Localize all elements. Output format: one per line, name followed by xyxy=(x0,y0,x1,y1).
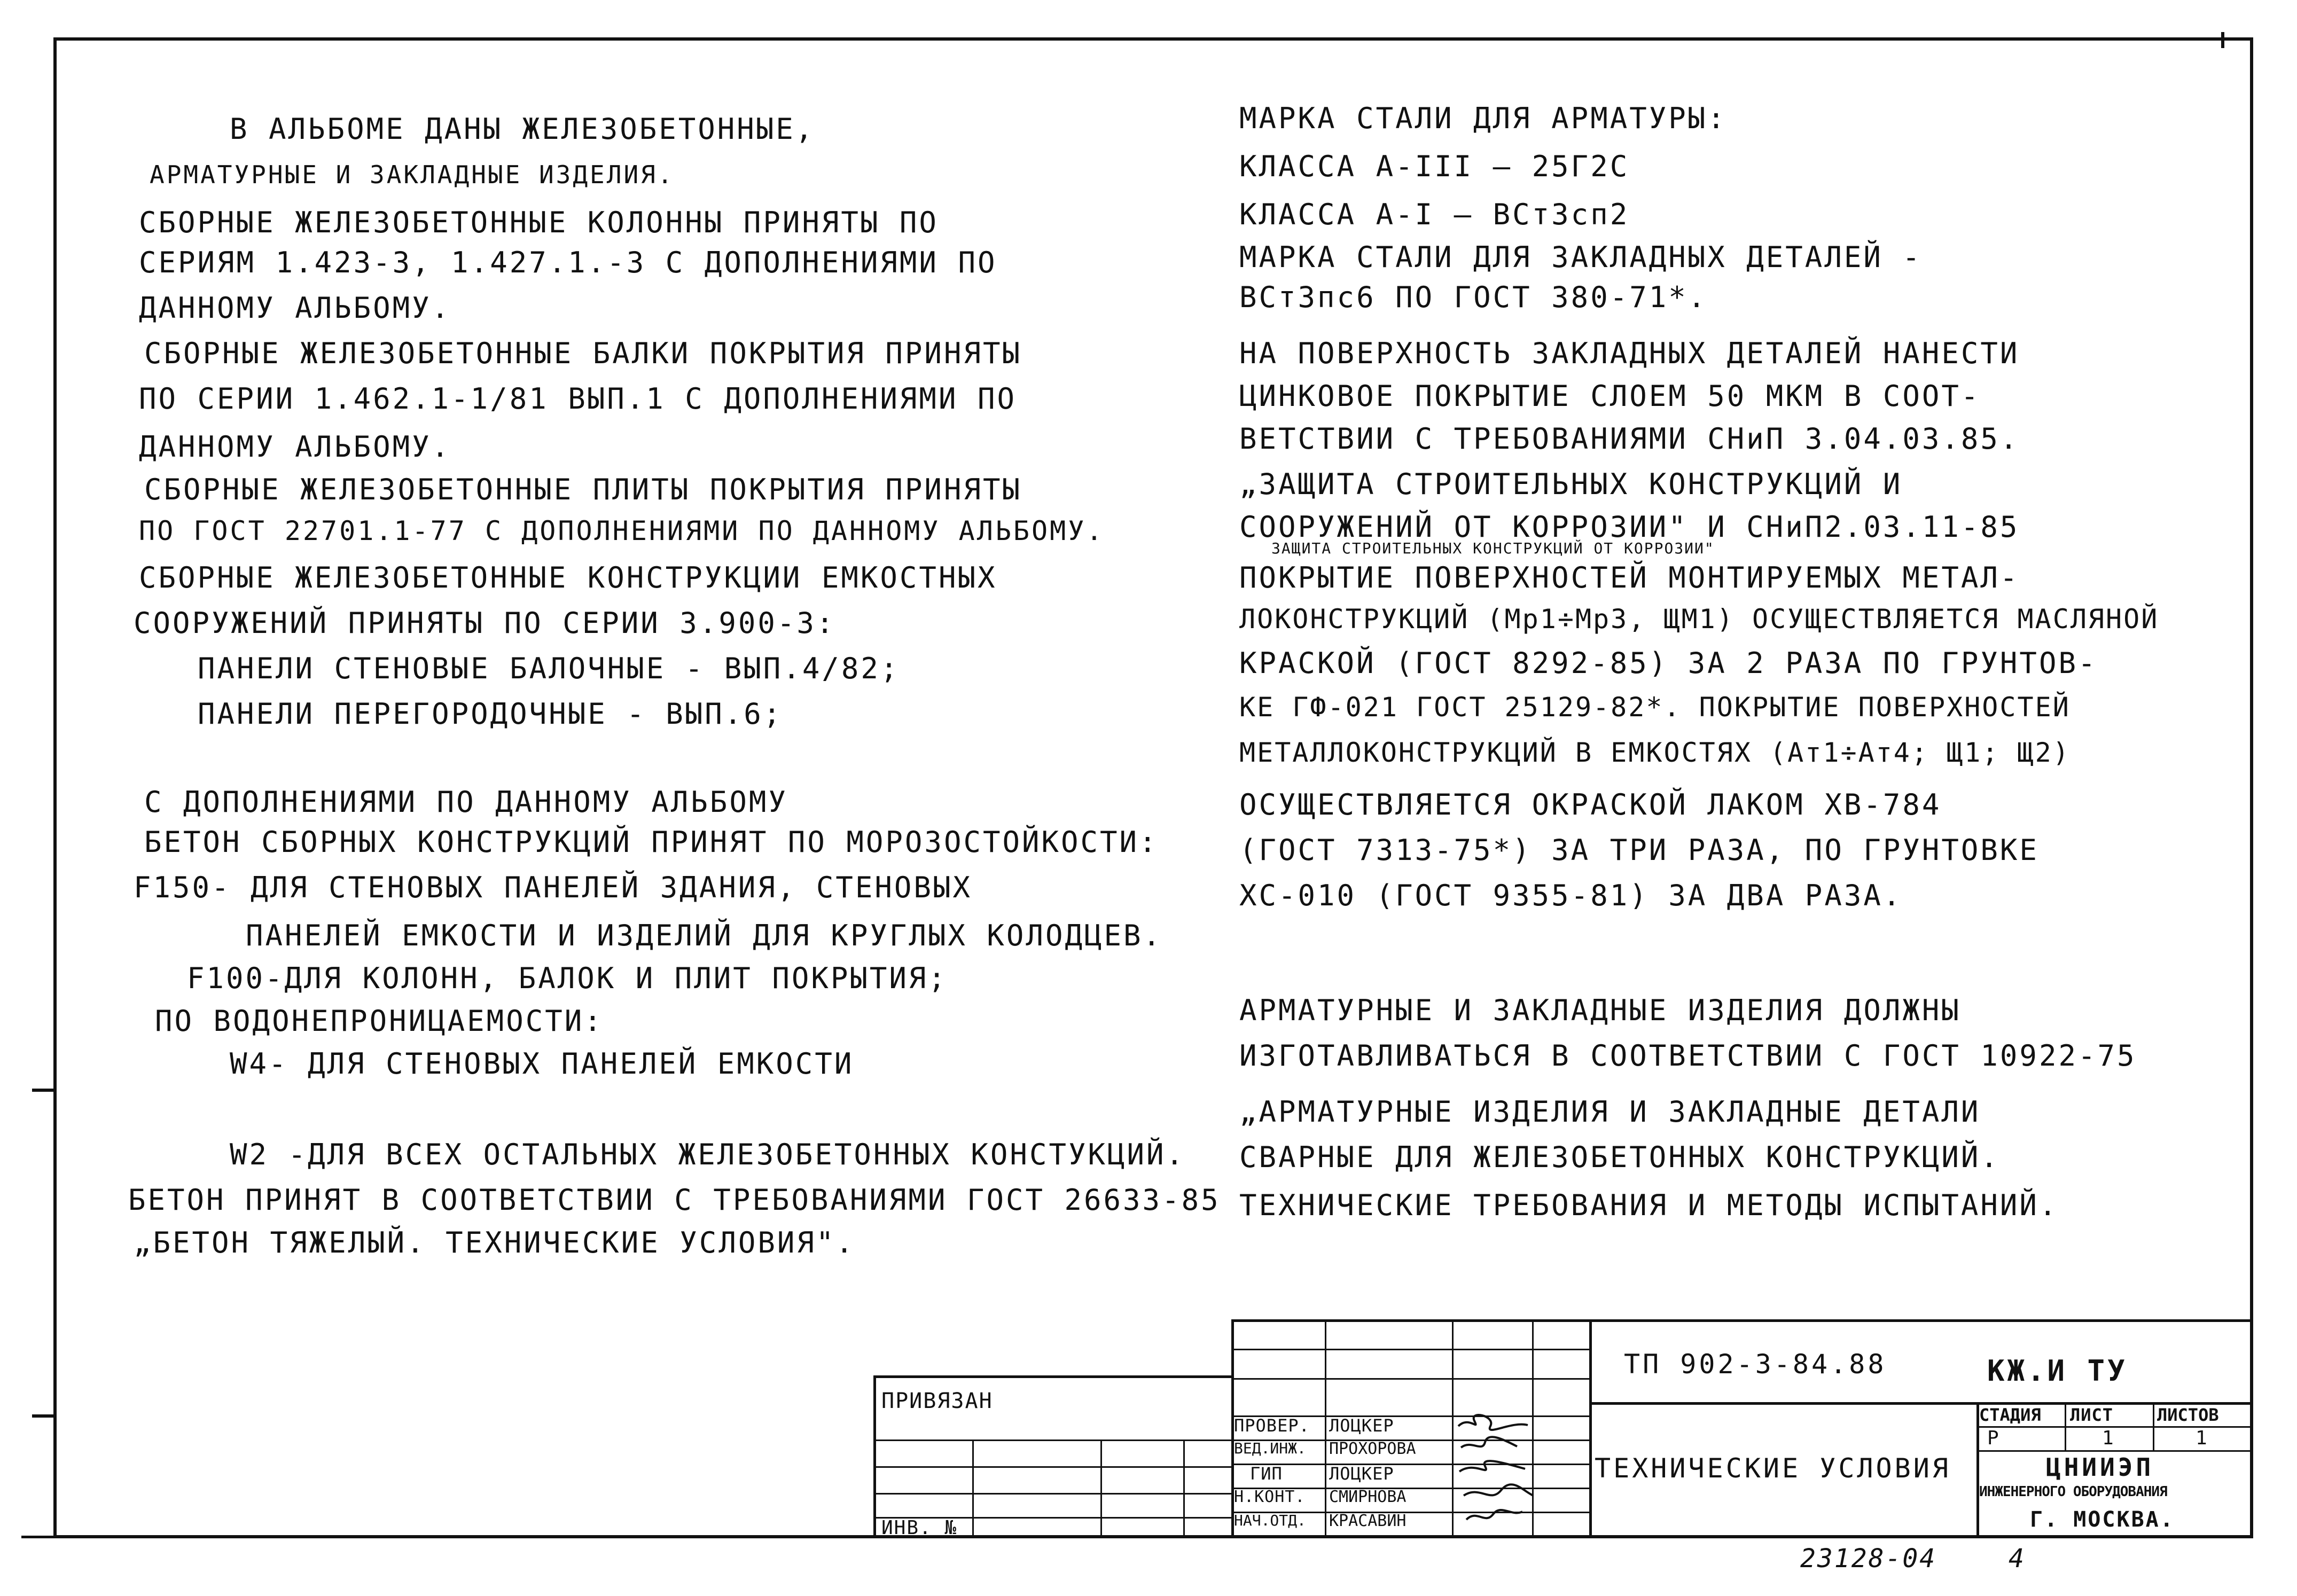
role-head-dept: НАЧ.ОТД. xyxy=(1234,1512,1306,1529)
stage-value: Р xyxy=(1987,1427,2000,1449)
note-line: ПО ГОСТ 22701.1-77 С ДОПОЛНЕНИЯМИ ПО ДАННОМУ АЛЬБОМУ. xyxy=(139,515,1105,546)
document-code: ТП 902-3-84.88 xyxy=(1624,1349,1887,1380)
tb-border-top-left xyxy=(873,1375,1231,1378)
tb-grid xyxy=(873,1466,1231,1468)
archive-number: 23128-04 xyxy=(1800,1544,1937,1574)
role-chief-engineer: ГИП xyxy=(1250,1464,1283,1484)
bottom-margin-line xyxy=(21,1536,876,1538)
sheet-value: 1 xyxy=(2102,1427,2115,1449)
note-line: „БЕТОН ТЯЖЕЛЫЙ. ТЕХНИЧЕСКИЕ УСЛОВИЯ". xyxy=(134,1226,855,1259)
document-title: ТЕХНИЧЕСКИЕ УСЛОВИЯ xyxy=(1595,1453,1951,1484)
signer-name: ЛОЦКЕР xyxy=(1329,1415,1394,1436)
note-line: ПО ВОДОНЕПРОНИЦАЕМОСТИ: xyxy=(155,1004,604,1038)
note-line: СООРУЖЕНИЙ ОТ КОРРОЗИИ" И СНиП2.03.11-85 xyxy=(1239,510,2020,544)
privyazan-label: ПРИВЯЗАН xyxy=(881,1389,993,1413)
tb-border-left xyxy=(873,1375,876,1538)
note-line: ПО СЕРИИ 1.462.1-1/81 ВЫП.1 С ДОПОЛНЕНИЯМИ ПО xyxy=(139,382,1017,416)
frame-mark xyxy=(2221,32,2224,48)
tb-grid xyxy=(2153,1402,2154,1450)
handwritten-signatures xyxy=(1453,1410,1538,1538)
note-line: W2 -ДЛЯ ВСЕХ ОСТАЛЬНЫХ ЖЕЛЕЗОБЕТОННЫХ КОНСТУКЦИЙ. xyxy=(230,1138,1186,1171)
role-lead-engineer: ВЕД.ИНЖ. xyxy=(1234,1439,1306,1457)
role-norm-control: Н.КОНТ. xyxy=(1234,1488,1306,1506)
note-line: СБОРНЫЕ ЖЕЛЕЗОБЕТОННЫЕ ПЛИТЫ ПОКРЫТИЯ ПРИНЯТЫ xyxy=(144,473,1022,506)
note-line: ЦИНКОВОЕ ПОКРЫТИЕ СЛОЕМ 50 МКМ В СООТ- xyxy=(1239,379,1981,413)
tb-grid xyxy=(873,1493,1231,1495)
note-line: МАРКА СТАЛИ ДЛЯ АРМАТУРЫ: xyxy=(1239,101,1727,135)
page-number: 4 xyxy=(2009,1544,2025,1574)
note-line: ИЗГОТАВЛИВАТЬСЯ В СООТВЕТСТВИИ С ГОСТ 10922-75 xyxy=(1239,1039,2137,1073)
note-line: ЛОКОНСТРУКЦИЙ (Мр1÷Мр3, ЩМ1) ОСУЩЕСТВЛЯЕТСЯ МАСЛЯНОЙ xyxy=(1239,604,2159,635)
tb-grid xyxy=(1976,1450,2253,1452)
document-mark: КЖ.И ТУ xyxy=(1987,1354,2128,1388)
note-line: ОСУЩЕСТВЛЯЕТСЯ ОКРАСКОЙ ЛАКОМ ХВ-784 xyxy=(1239,788,1942,822)
tb-grid xyxy=(1231,1378,1589,1380)
note-line: СБОРНЫЕ ЖЕЛЕЗОБЕТОННЫЕ БАЛКИ ПОКРЫТИЯ ПРИНЯТЫ xyxy=(144,337,1022,370)
signer-name: ЛОЦКЕР xyxy=(1329,1464,1394,1484)
note-line: С ДОПОЛНЕНИЯМИ ПО ДАННОМУ АЛЬБОМУ xyxy=(144,785,788,819)
note-line: ВСт3пс6 ПО ГОСТ 380-71*. xyxy=(1239,280,1708,314)
note-line: КРАСКОЙ (ГОСТ 8292-85) ЗА 2 РАЗА ПО ГРУНТОВ- xyxy=(1239,646,2098,680)
signer-name: КРАСАВИН xyxy=(1329,1512,1407,1530)
overlay-note: ЗАЩИТА СТРОИТЕЛЬНЫХ КОНСТРУКЦИЙ ОТ КОРРОЗИИ" xyxy=(1271,539,1715,557)
note-line: W4- ДЛЯ СТЕНОВЫХ ПАНЕЛЕЙ ЕМКОСТИ xyxy=(230,1047,854,1081)
tb-grid xyxy=(1183,1439,1185,1538)
signer-name: ПРОХОРОВА xyxy=(1329,1439,1416,1458)
note-line: ПАНЕЛЕЙ ЕМКОСТИ И ИЗДЕЛИЙ ДЛЯ КРУГЛЫХ КОЛОДЦЕВ. xyxy=(246,919,1163,952)
note-line: (ГОСТ 7313-75*) ЗА ТРИ РАЗА, ПО ГРУНТОВКЕ xyxy=(1239,833,2039,867)
note-line: АРМАТУРНЫЕ И ЗАКЛАДНЫЕ ИЗДЕЛИЯ. xyxy=(150,160,675,189)
note-line: АРМАТУРНЫЕ И ЗАКЛАДНЫЕ ИЗДЕЛИЯ ДОЛЖНЫ xyxy=(1239,993,1961,1027)
tb-sep xyxy=(1589,1319,1592,1538)
note-line: НА ПОВЕРХНОСТЬ ЗАКЛАДНЫХ ДЕТАЛЕЙ НАНЕСТИ xyxy=(1239,337,2020,370)
tb-grid xyxy=(972,1439,974,1538)
note-line: F150- ДЛЯ СТЕНОВЫХ ПАНЕЛЕЙ ЗДАНИЯ, СТЕНОВЫХ xyxy=(134,871,972,904)
organization-name: ЦНИИЭП xyxy=(2046,1453,2154,1482)
inv-number-label: ИНВ. № xyxy=(881,1517,958,1539)
tb-grid xyxy=(1100,1439,1102,1538)
note-line: БЕТОН СБОРНЫХ КОНСТРУКЦИЙ ПРИНЯТ ПО МОРОЗОСТОЙКОСТИ: xyxy=(144,825,1159,859)
margin-tick xyxy=(32,1089,54,1092)
signer-name: СМИРНОВА xyxy=(1329,1488,1407,1506)
note-line: „ЗАЩИТА СТРОИТЕЛЬНЫХ КОНСТРУКЦИЙ И xyxy=(1239,467,1903,501)
sheets-header: ЛИСТОВ xyxy=(2157,1405,2219,1425)
note-line: СБОРНЫЕ ЖЕЛЕЗОБЕТОННЫЕ КОЛОННЫ ПРИНЯТЫ ПО xyxy=(139,206,939,239)
tb-grid xyxy=(1231,1349,1589,1350)
organization-city: Г. МОСКВА. xyxy=(2030,1507,2175,1532)
note-line: МЕТАЛЛОКОНСТРУКЦИЙ В ЕМКОСТЯХ (Ат1÷Ат4; Щ1; Щ2) xyxy=(1239,737,2071,768)
note-line: МАРКА СТАЛИ ДЛЯ ЗАКЛАДНЫХ ДЕТАЛЕЙ - xyxy=(1239,240,1922,274)
note-line: F100-ДЛЯ КОЛОНН, БАЛОК И ПЛИТ ПОКРЫТИЯ; xyxy=(187,961,948,995)
tb-border-top xyxy=(1231,1319,2253,1322)
note-line: БЕТОН ПРИНЯТ В СООТВЕТСТВИИ С ТРЕБОВАНИЯМИ ГОСТ 26633-85 xyxy=(128,1183,1221,1217)
note-line: ВЕТСТВИИ С ТРЕБОВАНИЯМИ СНиП 3.04.03.85. xyxy=(1239,422,2020,456)
note-line: КЕ ГФ-021 ГОСТ 25129-82*. ПОКРЫТИЕ ПОВЕРХНОСТЕЙ xyxy=(1239,692,2071,723)
tb-grid xyxy=(873,1439,1231,1441)
note-line: ТЕХНИЧЕСКИЕ ТРЕБОВАНИЯ И МЕТОДЫ ИСПЫТАНИЙ. xyxy=(1239,1188,2059,1222)
role-checker: ПРОВЕР. xyxy=(1234,1415,1310,1436)
note-line: ХС-010 (ГОСТ 9355-81) ЗА ДВА РАЗА. xyxy=(1239,879,1903,912)
note-line: СВАРНЫЕ ДЛЯ ЖЕЛЕЗОБЕТОННЫХ КОНСТРУКЦИЙ. xyxy=(1239,1140,2000,1174)
note-line: ПОКРЫТИЕ ПОВЕРХНОСТЕЙ МОНТИРУЕМЫХ МЕТАЛ- xyxy=(1239,561,2020,594)
note-line: СЕРИЯМ 1.423-3, 1.427.1.-3 С ДОПОЛНЕНИЯМИ ПО xyxy=(139,246,997,279)
tb-grid xyxy=(1325,1319,1326,1538)
note-line: ДАННОМУ АЛЬБОМУ. xyxy=(139,430,451,464)
tb-grid xyxy=(2065,1402,2066,1450)
stage-header: СТАДИЯ xyxy=(1979,1405,2041,1425)
note-line: ПАНЕЛИ ПЕРЕГОРОДОЧНЫЕ - ВЫП.6; xyxy=(198,697,783,731)
note-line: ПАНЕЛИ СТЕНОВЫЕ БАЛОЧНЫЕ - ВЫП.4/82; xyxy=(198,652,900,685)
note-line: КЛАССА А-III — 25Г2С xyxy=(1239,150,1630,183)
sheets-value: 1 xyxy=(2196,1427,2208,1449)
note-line: ДАННОМУ АЛЬБОМУ. xyxy=(139,291,451,325)
tb-grid xyxy=(1976,1426,2253,1428)
note-line: В АЛЬБОМЕ ДАНЫ ЖЕЛЕЗОБЕТОННЫЕ, xyxy=(230,112,815,146)
note-line: КЛАССА А-I — ВСт3сп2 xyxy=(1239,198,1630,231)
note-line: СООРУЖЕНИЙ ПРИНЯТЫ ПО СЕРИИ 3.900-3: xyxy=(134,606,836,640)
organization-subtitle: ИНЖЕНЕРНОГО ОБОРУДОВАНИЯ xyxy=(1979,1484,2167,1500)
sheet-header: ЛИСТ xyxy=(2070,1405,2114,1425)
note-line: „АРМАТУРНЫЕ ИЗДЕЛИЯ И ЗАКЛАДНЫЕ ДЕТАЛИ xyxy=(1239,1095,1981,1129)
note-line: СБОРНЫЕ ЖЕЛЕЗОБЕТОННЫЕ КОНСТРУКЦИИ ЕМКОСТНЫХ xyxy=(139,561,997,594)
margin-tick xyxy=(32,1414,54,1418)
